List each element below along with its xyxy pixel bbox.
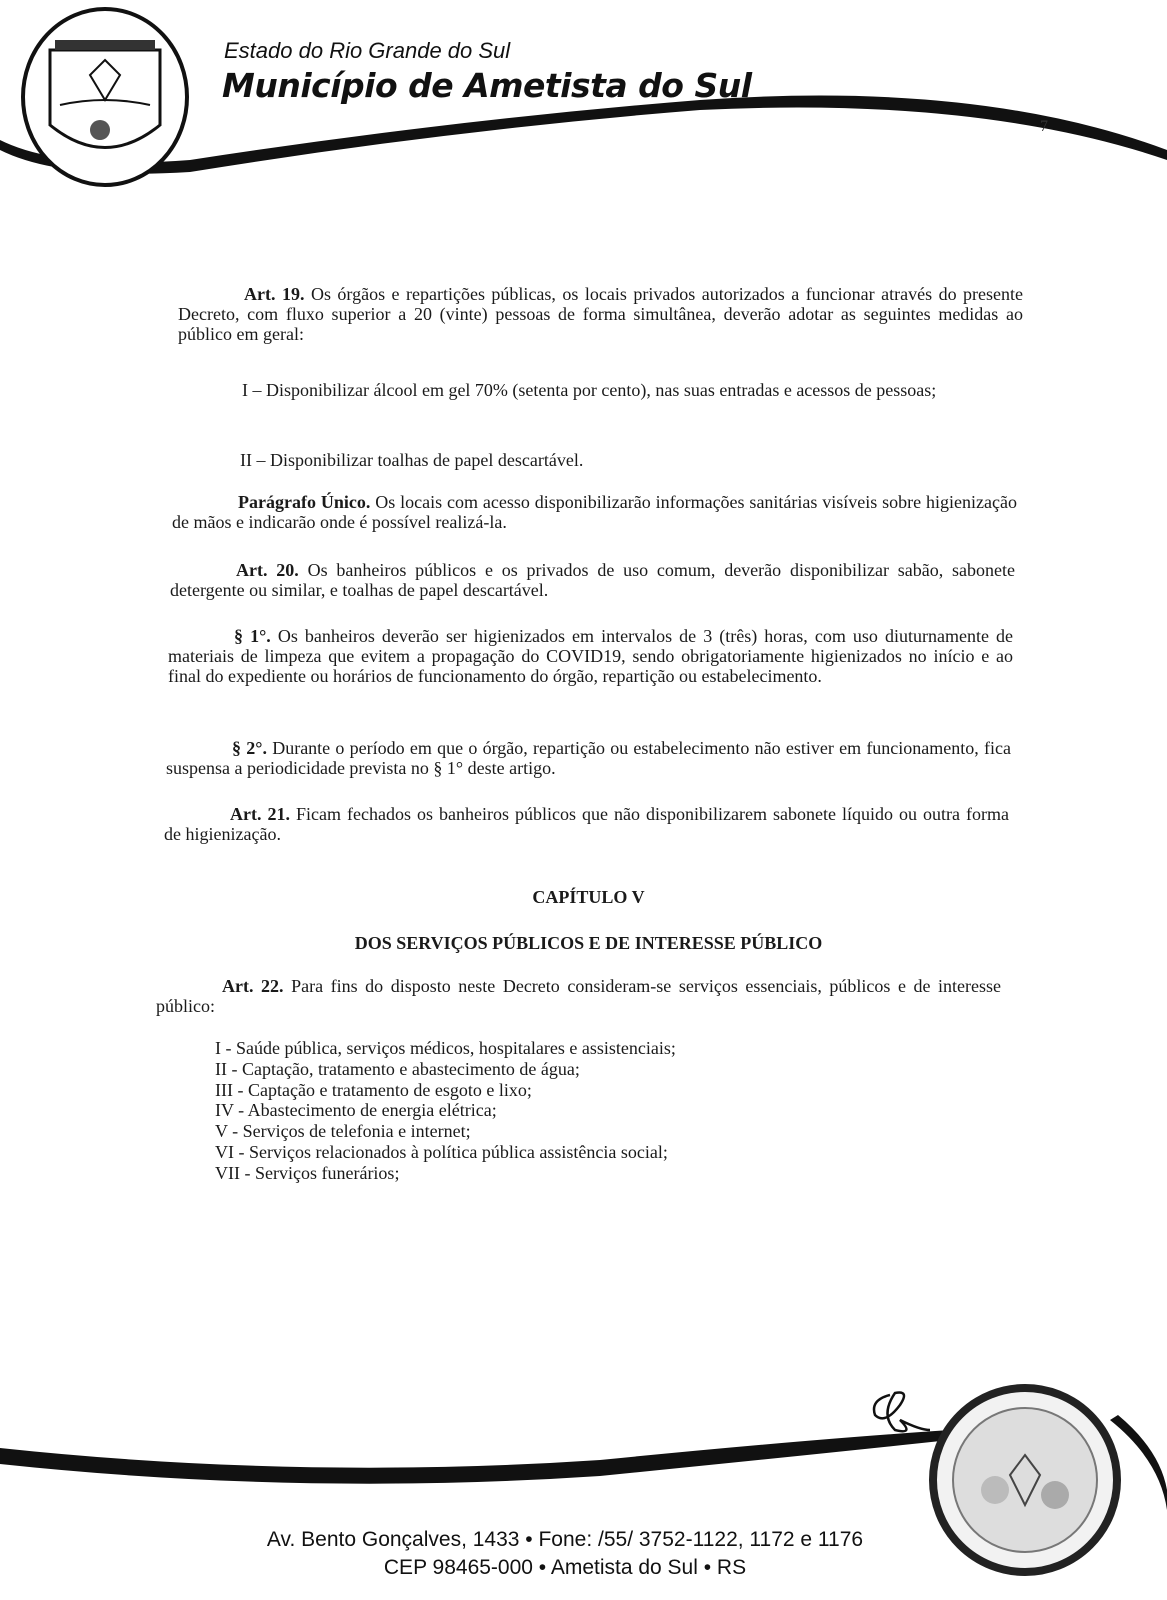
article-19-item-ii: II – Disponibilizar toalhas de papel descartável. xyxy=(240,450,584,470)
chapter-heading: CAPÍTULO V xyxy=(532,887,645,907)
article-20-paragraph-2 xyxy=(166,738,1011,778)
list-item: II - Captação, tratamento e abastecimento de água; xyxy=(215,1058,580,1079)
article-19 xyxy=(178,284,1023,344)
article-20-paragraph-1 xyxy=(168,626,1013,686)
footer-postal: CEP 98465-000 • Ametista do Sul • RS xyxy=(383,1556,747,1579)
list-item: VII - Serviços funerários; xyxy=(215,1162,400,1183)
official-stamp-icon xyxy=(920,1375,1130,1585)
list-item: I - Saúde pública, serviços médicos, hospitalares e assistenciais; xyxy=(215,1038,676,1058)
article-lead: § 1°. xyxy=(234,626,271,646)
municipal-seal-icon xyxy=(10,5,210,205)
article-lead: § 2°. xyxy=(232,738,267,758)
article-text: Os banheiros deverão ser higienizados em intervalos de 3 (três) horas, com uso diuturnamente de materiais de limpeza que evitem a propagação do COVID19, sendo obrigatoriamente higienizados no início e ao final do expediente ou horários de funcionamento do órgão, repartição ou estabelecimento. xyxy=(168,626,1013,686)
article-text: Durante o período em que o órgão, repartição ou estabelecimento não estiver em funcionamento, fica suspensa a periodicidade prevista no § 1° deste artigo. xyxy=(166,738,1011,778)
article-lead: Art. 21. xyxy=(230,804,290,824)
article-text: Ficam fechados os banheiros públicos que não disponibilizarem sabonete líquido ou outra forma de higienização. xyxy=(164,804,1010,844)
article-text: Os locais com acesso disponibilizarão informações sanitárias visíveis sobre higienização de mãos e indicarão onde é possível realizá-la. xyxy=(172,492,1018,532)
chapter-title: DOS SERVIÇOS PÚBLICOS E DE INTERESSE PÚBLICO xyxy=(354,933,823,953)
article-20 xyxy=(170,560,1015,600)
list-item: V - Serviços de telefonia e internet; xyxy=(215,1121,471,1142)
footer-address: Av. Bento Gonçalves, 1433 • Fone: /55/ 3752-1122, 1172 e 1176 xyxy=(266,1528,864,1551)
article-text: Para fins do disposto neste Decreto consideram-se serviços essenciais, públicos e de interesse público: xyxy=(156,976,1002,1016)
essential-services-list xyxy=(215,1038,676,1184)
list-item: III - Captação e tratamento de esgoto e lixo; xyxy=(215,1079,532,1100)
article-lead: Art. 22. xyxy=(222,976,284,996)
article-lead: Art. 19. xyxy=(244,284,305,304)
article-21 xyxy=(164,804,1009,844)
article-text: Os banheiros públicos e os privados de uso comum, deverão disponibilizar sabão, sabonete detergente ou similar, e toalhas de papel descartável. xyxy=(170,560,1015,600)
list-item: IV - Abastecimento de energia elétrica; xyxy=(215,1100,497,1121)
municipality-name: Município de Ametista do Sul xyxy=(222,66,752,105)
page-number: 7 xyxy=(1040,118,1048,135)
list-item: VI - Serviços relacionados à política pública assistência social; xyxy=(215,1141,668,1162)
article-19-sole-paragraph xyxy=(172,492,1017,532)
article-lead: Parágrafo Único. xyxy=(238,492,371,512)
article-lead: Art. 20. xyxy=(236,560,299,580)
article-19-item-i: I – Disponibilizar álcool em gel 70% (setenta por cento), nas suas entradas e acessos de pessoas; xyxy=(242,380,937,400)
article-22 xyxy=(156,976,1001,1016)
state-name: Estado do Rio Grande do Sul xyxy=(224,38,511,63)
article-text: Os órgãos e repartições públicas, os locais privados autorizados a funcionar através do presente Decreto, com fluxo superior a 20 (vinte) pessoas de forma simultânea, deverão adotar as seguintes medidas ao público em geral: xyxy=(178,284,1024,344)
